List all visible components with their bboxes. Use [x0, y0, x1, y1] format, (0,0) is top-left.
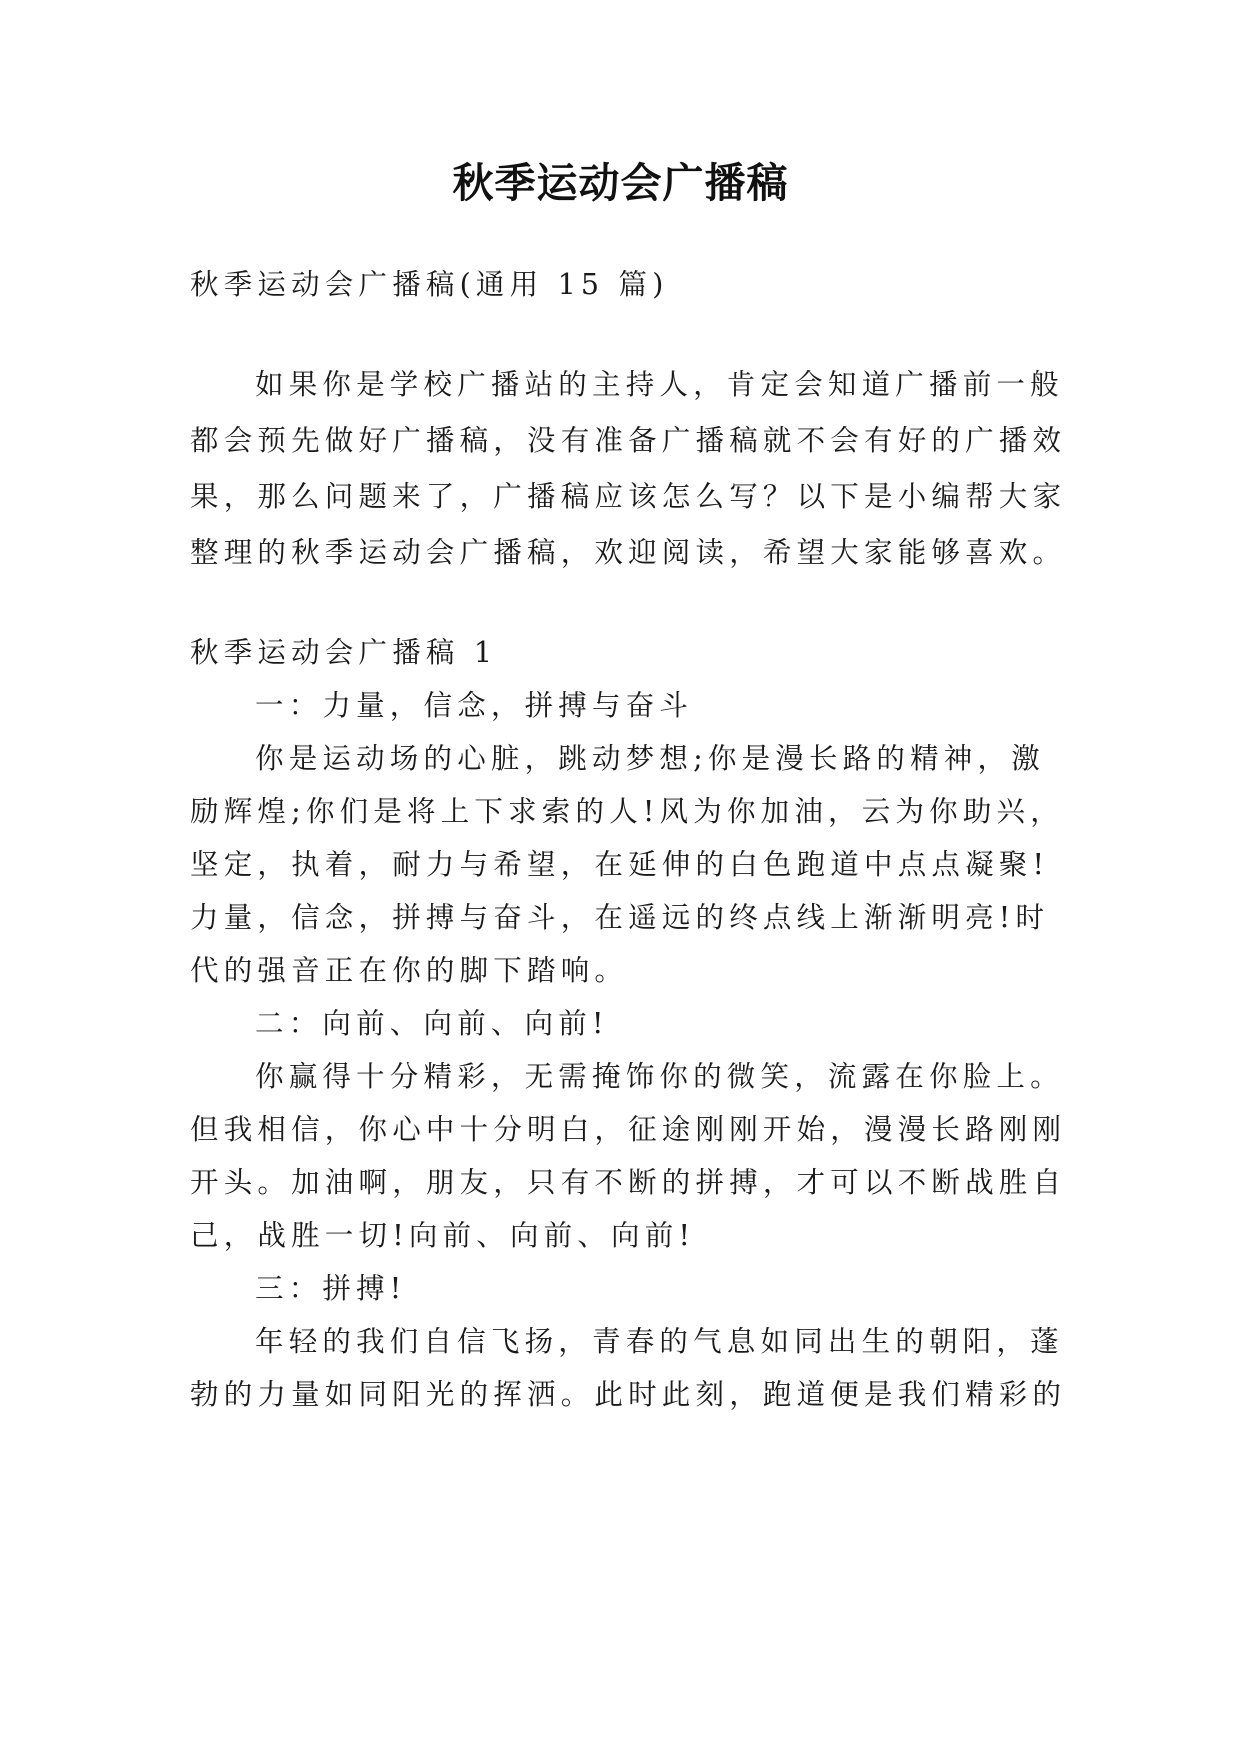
body-line: 年轻的我们自信飞扬，青春的气息如同出生的朝阳，蓬 [255, 1325, 1064, 1358]
intro-line: 整理的秋季运动会广播稿，欢迎阅读，希望大家能够喜欢。 [190, 536, 1067, 569]
body-line: 一：力量，信念，拼搏与奋斗 [255, 689, 694, 722]
body-line: 你赢得十分精彩，无需掩饰你的微笑，流露在你脸上。 [255, 1060, 1064, 1093]
body-line: 坚定，执着，耐力与希望，在延伸的白色跑道中点点凝聚! [190, 848, 1050, 881]
section-heading: 秋季运动会广播稿 1 [190, 636, 498, 669]
document-subtitle: 秋季运动会广播稿(通用 15 篇) [190, 268, 669, 301]
body-line: 己，战胜一切!向前、向前、向前! [190, 1219, 696, 1252]
intro-line: 都会预先做好广播稿，没有准备广播稿就不会有好的广播效 [190, 424, 1067, 457]
body-line: 开头。加油啊，朋友，只有不断的拼搏，才可以不断战胜自 [190, 1166, 1067, 1199]
body-line: 励辉煌;你们是将上下求索的人!风为你加油，云为你助兴， [190, 795, 1064, 828]
body-line: 代的强音正在你的脚下踏响。 [190, 954, 629, 987]
body-line: 力量，信念，拼搏与奋斗，在遥远的终点线上渐渐明亮!时 [190, 901, 1050, 934]
body-line: 勃的力量如同阳光的挥洒。此时此刻，跑道便是我们精彩的 [190, 1378, 1067, 1411]
body-line: 你是运动场的心脏，跳动梦想;你是漫长路的精神，激 [255, 742, 1045, 775]
document-title: 秋季运动会广播稿 [452, 159, 789, 207]
body-line: 二：向前、向前、向前! [255, 1007, 609, 1040]
body-line: 但我相信，你心中十分明白，征途刚刚开始，漫漫长路刚刚 [190, 1113, 1067, 1146]
intro-line: 果，那么问题来了，广播稿应该怎么写？以下是小编帮大家 [190, 480, 1067, 513]
intro-line: 如果你是学校广播站的主持人，肯定会知道广播前一般 [255, 368, 1064, 401]
body-line: 三：拼搏! [255, 1272, 407, 1305]
